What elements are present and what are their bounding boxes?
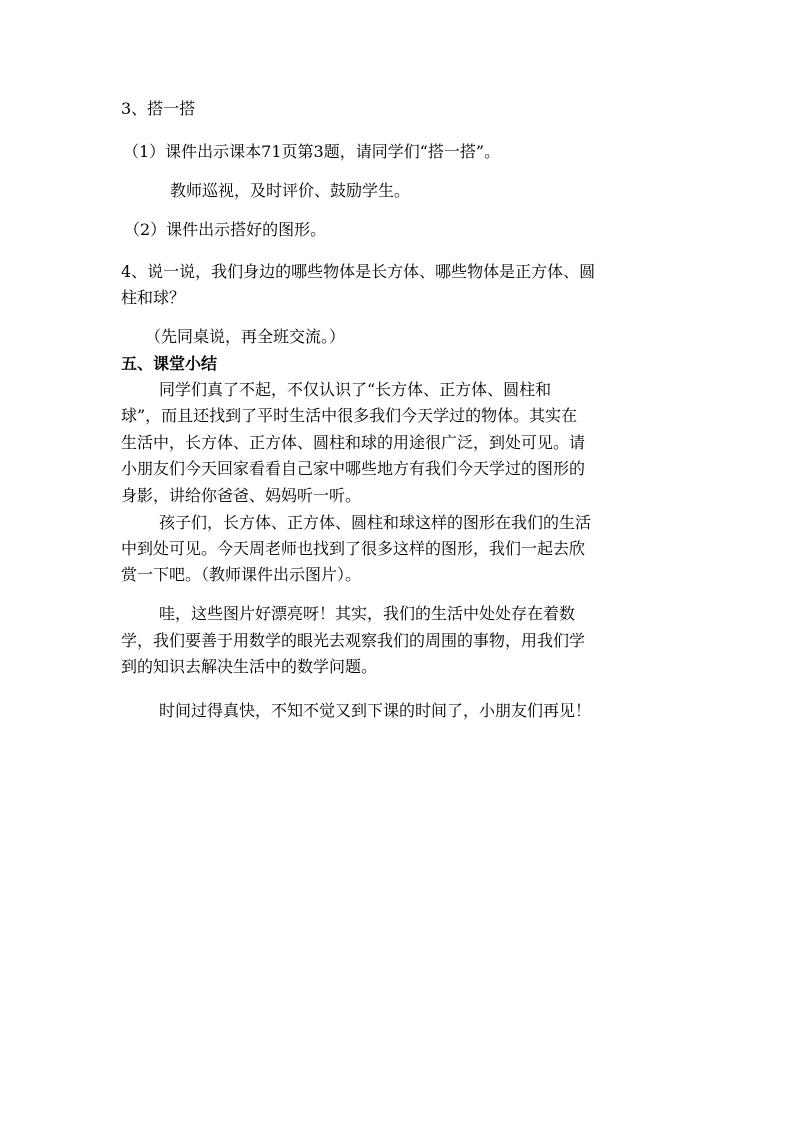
summary-paragraph-2-line-2: 中到处可见。今天周老师也找到了很多这样的图形，我们一起去欣: [121, 539, 586, 558]
teacher-note-text: 教师巡视，及时评价、鼓励学生。: [170, 181, 411, 200]
step-2-text: （2）课件出示搭好的图形。: [124, 220, 327, 239]
step-1-text: （1）课件出示课本71页第3题，请同学们“搭一搭”。: [123, 142, 501, 161]
section-heading-4-line-1: 4、说一说，我们身边的哪些物体是长方体、哪些物体是正方体、圆: [121, 262, 596, 281]
summary-heading: 五、课堂小结: [121, 354, 218, 373]
summary-paragraph-3-line-2: 学，我们要善于用数学的眼光去观察我们的周围的事物，用我们学: [121, 631, 586, 650]
summary-paragraph-1-line-2: 球”，而且还找到了平时生活中很多我们今天学过的物体。其实在: [121, 406, 578, 425]
summary-paragraph-1-line-5: 身影，讲给你爸爸、妈妈听一听。: [121, 486, 362, 505]
summary-paragraph-3-line-3: 到的知识去解决生活中的数学问题。: [121, 657, 378, 676]
summary-paragraph-2-line-3: 赏一下吧。（教师课件出示图片）。: [121, 565, 362, 584]
summary-paragraph-3-line-1: 哇，这些图片好漂亮呀！其实，我们的生活中处处存在着数: [159, 604, 576, 623]
section-heading-4-line-2: 柱和球？: [121, 288, 186, 307]
summary-paragraph-2-line-1: 孩子们，长方体、正方体、圆柱和球这样的图形在我们的生活: [159, 513, 592, 532]
discussion-note-text: （先同桌说，再全班交流。）: [145, 327, 346, 346]
summary-paragraph-1-line-4: 小朋友们今天回家看看自己家中哪些地方有我们今天学过的图形的: [121, 459, 586, 478]
closing-text: 时间过得真快，不知不觉又到下课的时间了，小朋友们再见！: [159, 701, 592, 720]
section-heading-3: 3、搭一搭: [121, 99, 196, 118]
summary-paragraph-1-line-3: 生活中，长方体、正方体、圆柱和球的用途很广泛，到处可见。请: [121, 433, 586, 452]
summary-paragraph-1-line-1: 同学们真了不起，不仅认识了“长方体、正方体、圆柱和: [159, 380, 552, 399]
